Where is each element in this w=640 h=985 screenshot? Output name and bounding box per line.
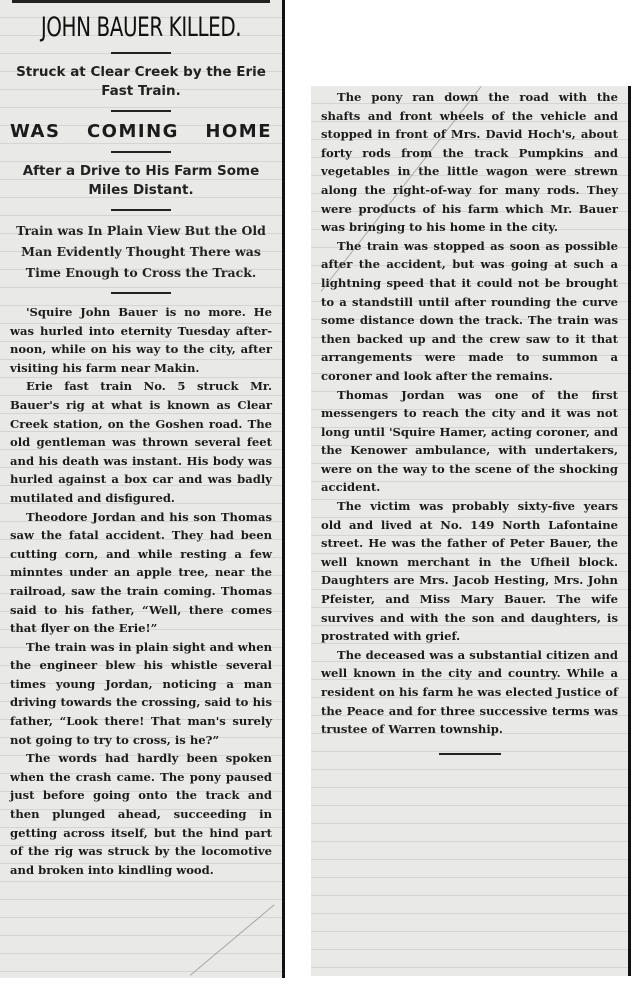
paragraph: 'Squire John Bauer is no more. He was hurled into eternity Tuesday afternoon, while on his way to the city, after visiting his farm near Makin. — [10, 305, 272, 375]
paragraph: Erie fast train No. 5 struck Mr. Bauer's rig at what is known as Clear Creek station, on the Goshen road. The old gentleman was thrown several feet and his death was instant. His body was hurled against a box car and was badly mutilated and disfigured. — [10, 379, 272, 505]
paragraph: Theodore Jordan and his son Thomas saw the fatal accident. They had been cutting corn, and while resting a few minntes under an apple tree, near the railroad, saw the train coming. Thomas said to his father, “Well, there comes that flyer on the Erie!” — [10, 509, 272, 636]
newspaper-clipping-left-column — [0, 0, 285, 978]
paragraph: The train was stopped as soon as possible after the accident, but was going at such a lightning speed that it could not be brought to a standstill until after rounding the curve some distance down the track. The train was then backed up and the crew saw to it that arrangements were made to summon a coroner and look after the remains. — [321, 238, 618, 383]
scan-scratch-mark — [190, 904, 275, 975]
column-top-rule — [12, 0, 270, 3]
newspaper-clipping-right-column — [311, 86, 631, 976]
paragraph: The words had hardly been spoken when the crash came. The pony paused just before going onto the track and then plunged ahead, succeeding in getting across itself, but the hind part of the rig was struck by the locomotive and broken into kindling wood. — [10, 751, 272, 877]
divider-rule — [111, 52, 171, 54]
divider-rule — [111, 110, 171, 112]
article-body-left — [0, 303, 282, 879]
paragraph: The deceased was a substantial citizen and well known in the city and country. While a resident on his farm he was elected Justice of the Peace and for three successive terms was trustee of Warren township. — [321, 647, 618, 737]
article-body-right — [311, 86, 628, 739]
subhead-was-coming-home: WAS COMING HOME — [10, 121, 272, 142]
paragraph: Thomas Jordan was one of the first messengers to reach the city and it was not long until 'Squire Hamer, acting coroner, and the Kenower ambulance, with undertakers, were on the way to the scene of the shocking accident. — [321, 387, 618, 495]
subhead-train-in-plain-view: Train was In Plain View But the Old Man Evidently Thought There was Time Enough to Cross the Track. — [16, 223, 266, 280]
divider-rule — [111, 209, 171, 211]
headline: JOHN BAUER KILLED. — [40, 12, 242, 43]
divider-rule — [111, 151, 171, 153]
end-of-article-rule — [439, 753, 501, 755]
subhead-after-a-drive: After a Drive to His Farm Some Miles Distant. — [22, 163, 260, 198]
subhead-struck-at-clear-creek: Struck at Clear Creek by the Erie Fast Train. — [16, 64, 266, 99]
divider-rule — [111, 292, 171, 294]
paragraph: The victim was probably sixty-five years old and lived at No. 149 North Lafontaine street. He was the father of Peter Bauer, the well known merchant in the Ufheil block. Daughters are Mrs. Jacob Hesting, Mrs. John Pfeister, and Miss Mary Bauer. The wife survives and with the son and daughters, is prostrated with grief. — [321, 499, 618, 644]
paragraph: The train was in plain sight and when the engineer blew his whistle several times young Jordan, noticing a man driving towards the crossing, said to his father, “Look there! That man's surely not going to try to cross, is he?” — [10, 639, 272, 747]
paragraph: The pony ran down the road with the shafts and front wheels of the vehicle and stopped in front of Mrs. David Hoch's, about forty rods from the track Pumpkins and vegetables in the little wagon were strewn along the right-of-way for many rods. They were products of his farm which Mr. Bauer was bringing to his home in the city. — [321, 90, 618, 235]
